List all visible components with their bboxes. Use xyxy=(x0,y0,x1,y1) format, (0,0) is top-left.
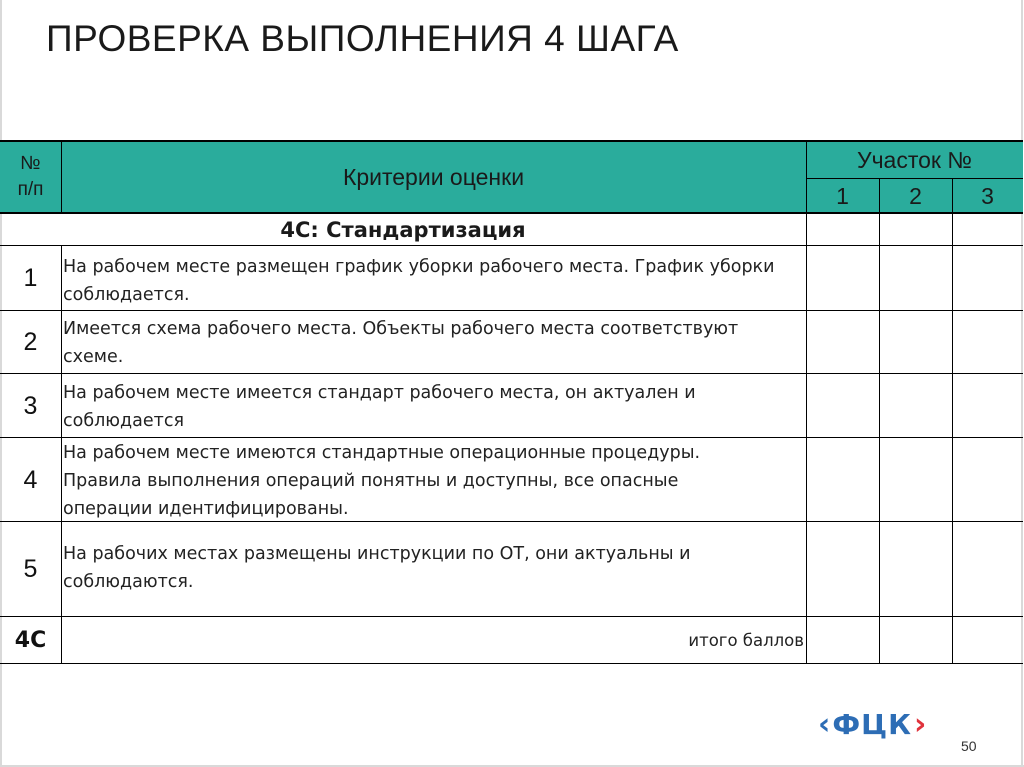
header-site-2 xyxy=(879,179,952,213)
row-2-num-text: 2 xyxy=(23,328,38,356)
total-label-cell xyxy=(0,617,61,664)
frame-right-border xyxy=(1021,0,1023,767)
row-5-num xyxy=(0,522,61,617)
header-sites-cell xyxy=(806,141,1023,179)
row-4-criteria-text: На рабочем месте имеются стандартные операционные процедуры. Правила выполнения операций понятны и доступны, все опасные операции идентифицированы. xyxy=(63,443,701,519)
row-3-num-text: 3 xyxy=(23,391,38,420)
row-1-num xyxy=(0,246,61,311)
logo-text: ФЦК xyxy=(832,708,913,741)
header-num-cell xyxy=(0,141,61,213)
section-title xyxy=(0,213,806,246)
row-5-num-text: 5 xyxy=(23,555,38,583)
section-title-text: 4С: Стандартизация xyxy=(280,217,526,242)
header-criteria-cell xyxy=(61,141,806,213)
grid-h-bottom xyxy=(0,663,1023,664)
grid-v-site-2 xyxy=(952,179,953,664)
row-4-num xyxy=(0,438,61,522)
header-site-2-label: 2 xyxy=(909,182,922,209)
row-1-num-text: 1 xyxy=(23,264,38,292)
grid-v-num-body xyxy=(61,246,62,664)
grid-h-row5 xyxy=(0,616,1023,617)
row-2-num xyxy=(0,311,61,374)
header-criteria-label: Критерии оценки xyxy=(342,163,525,190)
grid-h-row1 xyxy=(0,310,1023,311)
row-5-criteria xyxy=(61,522,806,617)
grid-h-top xyxy=(0,140,1023,142)
header-site-1-label: 1 xyxy=(836,182,849,209)
row-1-criteria xyxy=(61,246,806,311)
row-3-criteria xyxy=(61,374,806,438)
header-site-3-label: 3 xyxy=(981,182,994,209)
row-2-criteria-text: Имеется схема рабочего места. Объекты рабочего места соответствуют схеме. xyxy=(63,319,739,367)
row-2-criteria xyxy=(61,311,806,374)
logo-left-mark: ‹ xyxy=(818,707,831,742)
total-text-cell xyxy=(61,617,806,664)
slide-title: ПРОВЕРКА ВЫПОЛНЕНИЯ 4 ШАГА xyxy=(46,18,679,59)
grid-v-num xyxy=(61,141,62,213)
row-1-criteria-text: На рабочем месте размещен график уборки рабочего места. График уборки соблюдается. xyxy=(63,257,775,305)
row-4-criteria xyxy=(61,438,806,522)
total-text: итого баллов xyxy=(688,631,804,650)
row-3-num xyxy=(0,374,61,438)
row-5-criteria-text: На рабочих местах размещены инструкции по ОТ, они актуальны и соблюдаются. xyxy=(63,544,691,592)
header-num-label: № п/п xyxy=(17,153,44,200)
header-site-1 xyxy=(806,179,879,213)
grid-h-row2 xyxy=(0,373,1023,374)
fck-logo xyxy=(818,707,926,742)
grid-v-site-1 xyxy=(879,179,880,664)
grid-h-row3 xyxy=(0,437,1023,438)
grid-h-sites xyxy=(806,178,1023,179)
header-sites-label: Участок № xyxy=(856,146,973,173)
grid-h-header-bottom xyxy=(0,212,1023,214)
grid-v-criteria xyxy=(806,141,807,664)
logo-right-mark: › xyxy=(914,707,927,742)
row-4-num-text: 4 xyxy=(23,465,38,494)
header-site-3 xyxy=(952,179,1023,213)
row-3-criteria-text: На рабочем месте имеется стандарт рабочего места, он актуален и соблюдается xyxy=(63,383,696,431)
total-label: 4С xyxy=(14,628,47,653)
grid-h-section xyxy=(0,245,1023,246)
page-number: 50 xyxy=(961,738,977,754)
grid-h-row4 xyxy=(0,521,1023,522)
